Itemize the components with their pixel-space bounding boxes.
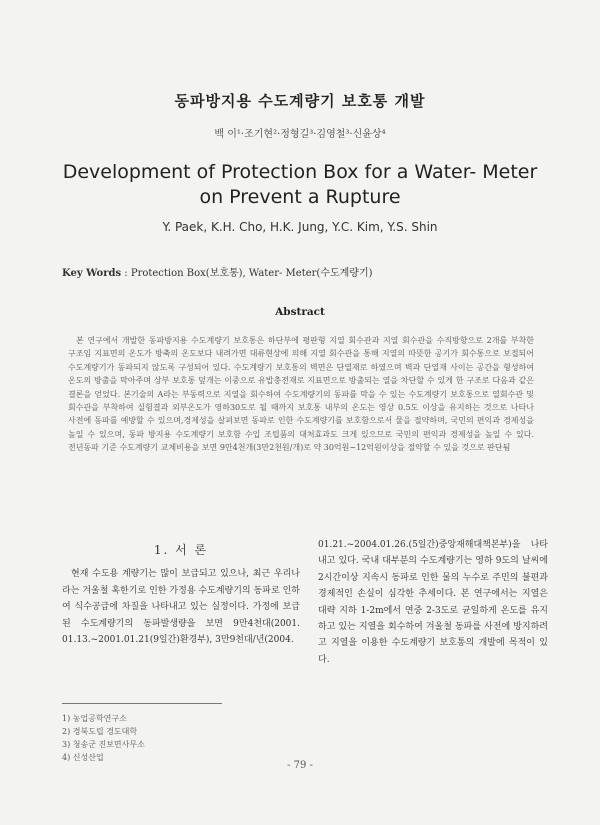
- footnote-divider: [62, 703, 222, 704]
- footnotes: [62, 712, 302, 764]
- footnote-item: 2) 경북도립 경도대학: [62, 727, 138, 736]
- abstract-heading: Abstract: [275, 306, 325, 318]
- body-left-column: [62, 542, 300, 648]
- footnote-item: 4) 신성산업: [62, 753, 104, 762]
- body-paragraph-left: 현재 수도용 계량기는 많이 보급되고 있으나, 최근 우리나라는 겨울철 혹한기로 인한 가정용 수도계량기의 동파로 인하여 식수공급에 차질을 나타내고 있는 실정이다. 가정에 보급된 수도계량기의 동파발생량을 보면 9만4천대(2001. 01.13.~2001.01.21(9일간)환경부), 3만9천대/년(2004.: [62, 569, 300, 646]
- page-number: - 79 -: [287, 760, 313, 771]
- keywords-text: : Protection Box(보호통), Water- Meter(수도계량기): [121, 268, 373, 279]
- english-title: Development of Protection Box for a Water- Meter on Prevent a Rupture: [62, 161, 538, 208]
- korean-title: 동파방지용 수도계량기 보호통 개발: [174, 92, 426, 110]
- abstract-body: 본 연구에서 개발한 동파방지용 수도계량기 보호통은 하단부에 평판형 지열 회수관과 지열 회수관을 수직방향으로 2개를 부착한 구조임 지표면의 온도가 방축의 온도보다 내려가면 대류현상에 의해 지열 회수관을 통해 지열의 따뜻한 공기가 회수통으로 보접되어 수도계량기가 동파되지 않도록 구성되어 있다. 수도계량기 보호통의 벽면은 단열재로 하였으며 벽과 단열재 사이는 공간을 형성하여 온도의 방출을 막아주며 상부 보호통 덮개는 이중으로 유밥충전재로 지표면으로 방출되는 열을 차단할 수 있게 한 구조로 다음과 같은 결론을 얻었다. 본기술의 A라는 부동력으로 지열을 회수하여 수도계량기의 동파를 막을 수 있는 수도계량기 보호통으로 열회수관 및 회수관을 부착하여 실험결과 외부온도가 영하30도로 될 때까지 보호통 내부의 온도는 영상 0.5도 이상을 유지하는 것으로 나타나 사전에 동파를 예방할 수 있으며,경제성을 살펴보면 동파로 인한 수도계량기를 보호함으로서 물을 절약하며, 국민의 편익과 경제성을 높일 수 있으며, 동파 방지용 수도계량기 보호함 수입 조립품의 대처효과도 크게 있으므로 국민의 편익과 경제성을 높일 수 있다. 전년동파 기준 수도계량기 교체비용을 보면 9만4천개(3만2천원/개)로 약 30억원~12억원이상을 절약할 수 있을 것으로 판단됨: [68, 336, 534, 453]
- body-paragraph-right: 01.21.~2004.01.26.(5일간)중앙재해대책본부)을 나타내고 있다. 국내 대부분의 수도계량기는 영하 9도의 날씨에 2시간이상 지속시 동파로 인한 물의 누수로 주민의 불편과 경제적인 손실이 심각한 추세이다. 본 연구에서는 지열은 대략 지하 1-2m에서 연중 2-3도로 균일하게 온도를 유지하고 있는 지열을 회수하여 겨울철 동파를 사전에 방지하려고 지열을 이용한 수도계량기 보호통의 개발에 목적이 있다.: [318, 540, 548, 665]
- footnote-item: 3) 청송군 진보면사무소: [62, 740, 145, 749]
- english-authors: Y. Paek, K.H. Cho, H.K. Jung, Y.C. Kim, Y.S. Shin: [162, 220, 438, 234]
- keywords-label: Key Words: [62, 268, 122, 279]
- korean-authors: 백 이¹·조기현²·정형길³·김영철³·신윤상⁴: [214, 129, 386, 140]
- footnote-item: 1) 농업공학연구소: [62, 714, 127, 723]
- body-right-column: [318, 537, 548, 668]
- keywords: [62, 264, 542, 279]
- section-heading: 1. 서 론: [153, 543, 209, 557]
